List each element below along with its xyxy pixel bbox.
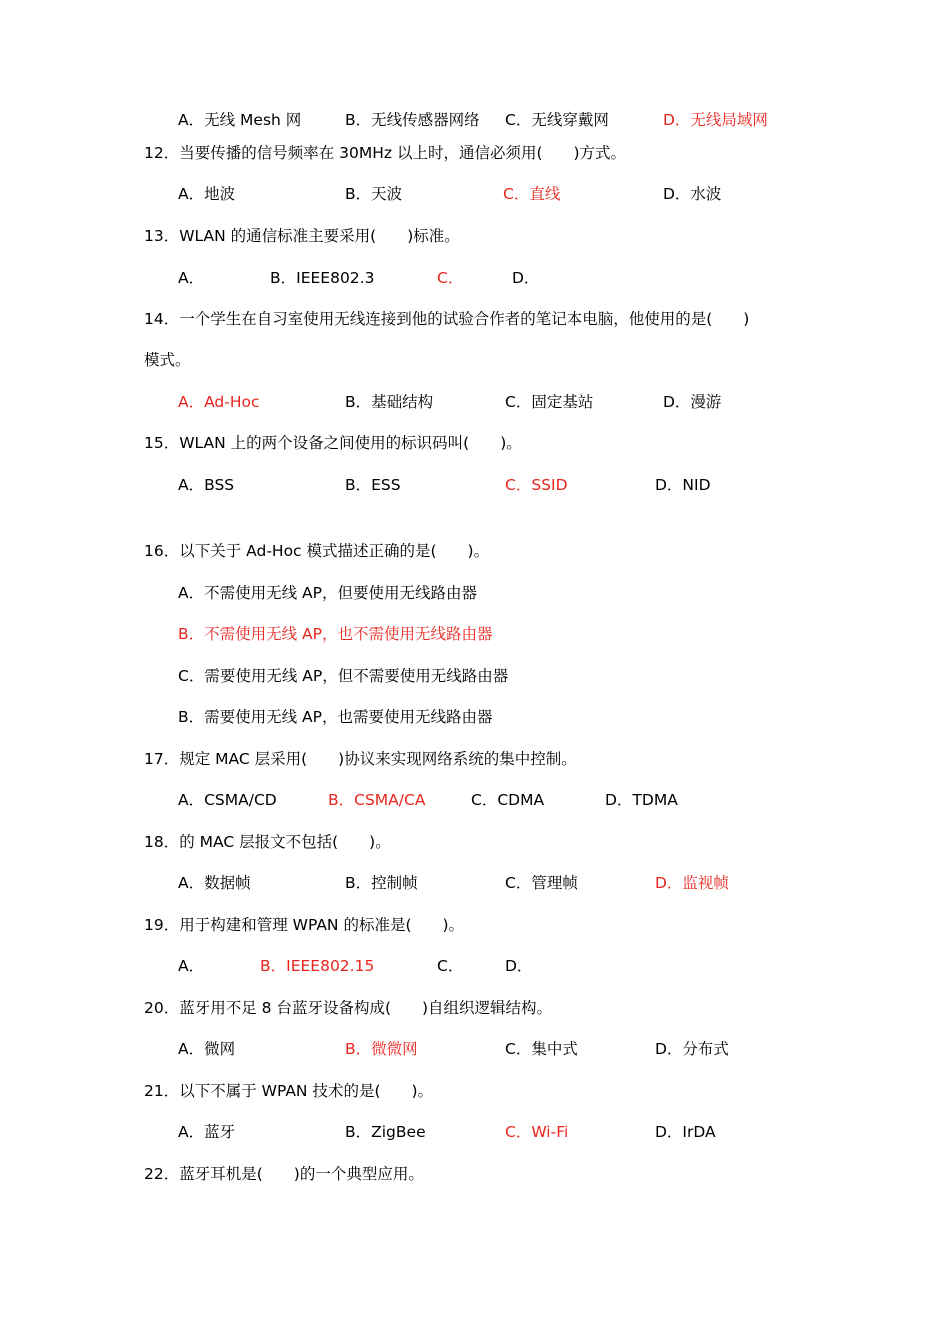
question-text: 18．的 MAC 层报文不包括( )。 bbox=[144, 833, 391, 851]
option-b-answer: B．CSMA/CA bbox=[328, 791, 426, 809]
options-row-q21 bbox=[0, 1119, 950, 1145]
option-d: D．分布式 bbox=[655, 1040, 729, 1058]
option-c: C．无线穿戴网 bbox=[505, 111, 609, 129]
option-d: D． bbox=[512, 269, 540, 287]
question-21 bbox=[0, 1078, 950, 1104]
question-14 bbox=[0, 306, 950, 332]
option-c-answer: C．SSID bbox=[505, 476, 568, 494]
question-text: 19．用于构建和管理 WPAN 的标准是( )。 bbox=[144, 916, 465, 934]
option-a: A．蓝牙 bbox=[178, 1123, 236, 1141]
options-row-q15 bbox=[0, 472, 950, 498]
question-13 bbox=[0, 223, 950, 249]
options-row-q13 bbox=[0, 265, 950, 291]
option-a: A． bbox=[178, 269, 205, 287]
question-text: 22．蓝牙耳机是( )的一个典型应用。 bbox=[144, 1165, 424, 1183]
question-text: 14．一个学生在自习室使用无线连接到他的试验合作者的笔记本电脑，他使用的是( ) bbox=[144, 310, 750, 328]
option-b: B．ZigBee bbox=[345, 1123, 426, 1141]
option-b: B．基础结构 bbox=[345, 393, 434, 411]
question-text: 13．WLAN 的通信标准主要采用( )标准。 bbox=[144, 227, 460, 245]
question-14-continued bbox=[0, 347, 950, 373]
question-text-continued: 模式。 bbox=[144, 351, 191, 369]
option-b: B．控制帧 bbox=[345, 874, 418, 892]
option-d: D．NID bbox=[655, 476, 711, 494]
option-d: B．需要使用无线 AP，也需要使用无线路由器 bbox=[178, 708, 493, 726]
option-d: D． bbox=[505, 957, 533, 975]
option-d: D．漫游 bbox=[663, 393, 722, 411]
options-row-q20 bbox=[0, 1036, 950, 1062]
option-b-answer: B．微微网 bbox=[345, 1040, 418, 1058]
option-c: C． bbox=[437, 957, 464, 975]
question-17 bbox=[0, 746, 950, 772]
question-text: 15．WLAN 上的两个设备之间使用的标识码叫( )。 bbox=[144, 434, 522, 452]
option-c: C．管理帧 bbox=[505, 874, 578, 892]
option-a: A．BSS bbox=[178, 476, 235, 494]
question-18 bbox=[0, 829, 950, 855]
option-d-answer: D．无线局域网 bbox=[663, 111, 768, 129]
option-a: A．不需使用无线 AP，但要使用无线路由器 bbox=[178, 584, 477, 602]
option-c: C．CDMA bbox=[471, 791, 545, 809]
option-a: A．无线 Mesh 网 bbox=[178, 111, 302, 129]
option-b: B．IEEE802.3 bbox=[270, 269, 375, 287]
question-20 bbox=[0, 995, 950, 1021]
option-line-q16-d bbox=[0, 704, 950, 730]
option-c-answer: C．Wi-Fi bbox=[505, 1123, 569, 1141]
option-a: A．数据帧 bbox=[178, 874, 251, 892]
option-d: D．TDMA bbox=[605, 791, 678, 809]
option-b: B．ESS bbox=[345, 476, 401, 494]
question-text: 12．当要传播的信号频率在 30MHz 以上时，通信必须用( )方式。 bbox=[144, 144, 627, 162]
options-row-q12 bbox=[0, 181, 950, 207]
options-row-q18 bbox=[0, 870, 950, 896]
option-line-q16-a bbox=[0, 580, 950, 606]
option-b-answer: B．IEEE802.15 bbox=[260, 957, 375, 975]
options-row-q17 bbox=[0, 787, 950, 813]
option-d: D．水波 bbox=[663, 185, 722, 203]
question-12 bbox=[0, 140, 950, 166]
options-row-q19 bbox=[0, 953, 950, 979]
option-a-answer: A．Ad-Hoc bbox=[178, 393, 260, 411]
question-text: 16．以下关于 Ad-Hoc 模式描述正确的是( )。 bbox=[144, 542, 490, 560]
question-19 bbox=[0, 912, 950, 938]
question-text: 20．蓝牙用不足 8 台蓝牙设备构成( )自组织逻辑结构。 bbox=[144, 999, 553, 1017]
question-15 bbox=[0, 430, 950, 456]
question-text: 17．规定 MAC 层采用( )协议来实现网络系统的集中控制。 bbox=[144, 750, 577, 768]
option-d: D．IrDA bbox=[655, 1123, 716, 1141]
option-a: A．CSMA/CD bbox=[178, 791, 277, 809]
option-b: B．天波 bbox=[345, 185, 403, 203]
question-text: 21．以下不属于 WPAN 技术的是( )。 bbox=[144, 1082, 434, 1100]
options-row-q14 bbox=[0, 389, 950, 415]
option-c: C．需要使用无线 AP，但不需要使用无线路由器 bbox=[178, 667, 509, 685]
option-c: C．集中式 bbox=[505, 1040, 578, 1058]
option-c-answer: C．直线 bbox=[503, 185, 561, 203]
option-b: B．无线传感器网络 bbox=[345, 111, 480, 129]
option-c-answer: C． bbox=[437, 269, 464, 287]
option-a: A．微网 bbox=[178, 1040, 236, 1058]
question-22 bbox=[0, 1161, 950, 1187]
option-line-q16-b bbox=[0, 621, 950, 647]
option-a: A．地波 bbox=[178, 185, 236, 203]
question-16 bbox=[0, 538, 950, 564]
option-b-answer: B．不需使用无线 AP，也不需使用无线路由器 bbox=[178, 625, 493, 643]
option-a: A． bbox=[178, 957, 205, 975]
option-d-answer: D．监视帧 bbox=[655, 874, 729, 892]
option-line-q16-c bbox=[0, 663, 950, 689]
option-c: C．固定基站 bbox=[505, 393, 594, 411]
options-row-q11 bbox=[0, 107, 950, 133]
